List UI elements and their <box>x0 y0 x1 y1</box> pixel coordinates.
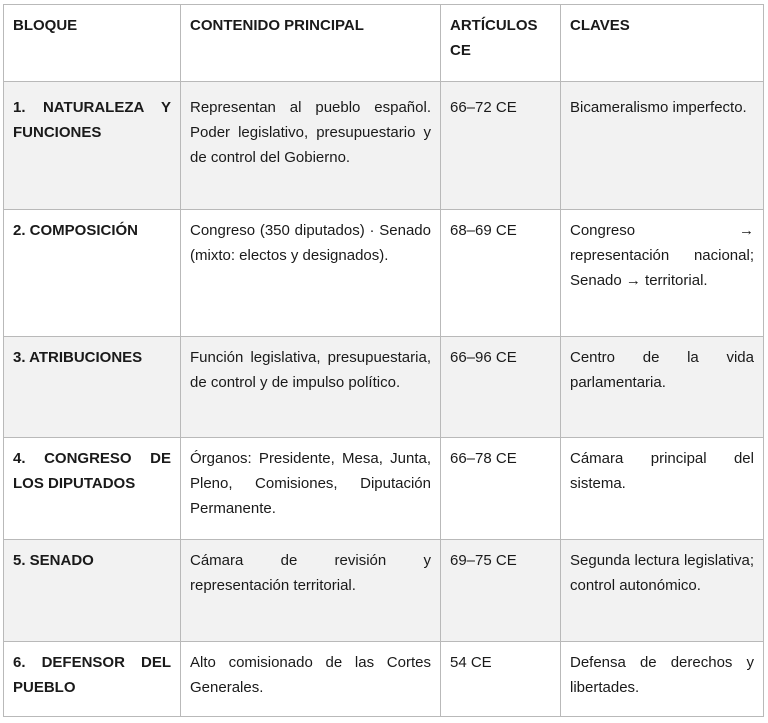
cell-bloque: 2. COMPOSICIÓN <box>4 210 181 337</box>
cell-articulos: 66–78 CE <box>441 438 561 540</box>
cell-claves: Bicameralismo imperfecto. <box>561 82 764 210</box>
cell-contenido: Cámara de revisión y representación territorial. <box>181 540 441 642</box>
cell-claves: Cámara principal del sistema. <box>561 438 764 540</box>
cell-contenido: Congreso (350 diputados) · Senado (mixto: electos y designados). <box>181 210 441 337</box>
cell-contenido: Alto comisionado de las Cortes Generales. <box>181 642 441 717</box>
table-row <box>4 438 764 540</box>
cell-claves: Congreso → representación nacional; Senado → territorial. <box>561 210 764 337</box>
cell-contenido: Función legislativa, presupuestaria, de control y de impulso político. <box>181 337 441 438</box>
summary-table <box>3 4 764 717</box>
cell-bloque: 1. NATURALEZA Y FUNCIONES <box>4 82 181 210</box>
cell-bloque: 5. SENADO <box>4 540 181 642</box>
cell-bloque: 6. DEFENSOR DEL PUEBLO <box>4 642 181 717</box>
cell-claves: Segunda lectura legislativa; control autonómico. <box>561 540 764 642</box>
table-row <box>4 642 764 717</box>
cell-articulos: 68–69 CE <box>441 210 561 337</box>
table-row <box>4 337 764 438</box>
table-row <box>4 210 764 337</box>
cell-claves: Defensa de derechos y libertades. <box>561 642 764 717</box>
cell-contenido: Órganos: Presidente, Mesa, Junta, Pleno, Comisiones, Diputación Permanente. <box>181 438 441 540</box>
table-header-row <box>4 5 764 82</box>
header-bloque: BLOQUE <box>4 5 181 82</box>
cell-contenido: Representan al pueblo español. Poder legislativo, presupuestario y de control del Gobierno. <box>181 82 441 210</box>
table-row <box>4 540 764 642</box>
cell-articulos: 69–75 CE <box>441 540 561 642</box>
cell-articulos: 66–72 CE <box>441 82 561 210</box>
header-claves: CLAVES <box>561 5 764 82</box>
cell-articulos: 66–96 CE <box>441 337 561 438</box>
cell-claves: Centro de la vida parlamentaria. <box>561 337 764 438</box>
table-row <box>4 82 764 210</box>
cell-bloque: 4. CONGRESO DE LOS DIPUTADOS <box>4 438 181 540</box>
cell-articulos: 54 CE <box>441 642 561 717</box>
header-articulos: ARTÍCULOS CE <box>441 5 561 82</box>
header-contenido: CONTENIDO PRINCIPAL <box>181 5 441 82</box>
cell-bloque: 3. ATRIBUCIONES <box>4 337 181 438</box>
